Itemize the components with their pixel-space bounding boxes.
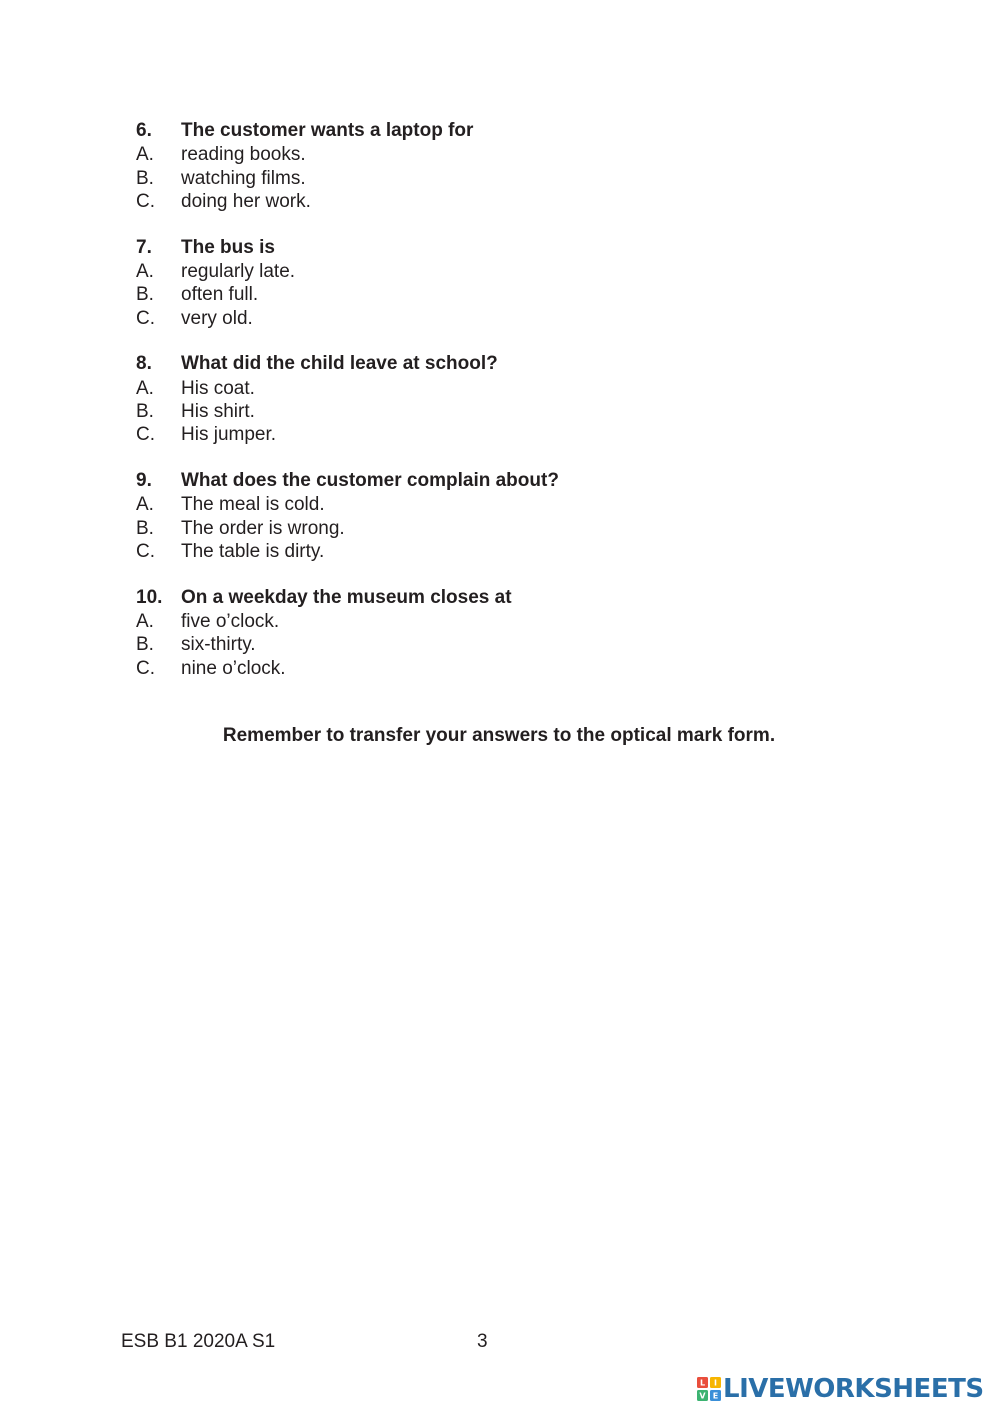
option-text: regularly late. bbox=[181, 260, 296, 282]
option-letter: A. bbox=[136, 377, 154, 399]
option-letter: C. bbox=[136, 190, 155, 212]
option-text: The order is wrong. bbox=[181, 517, 345, 539]
liveworksheets-logo-icon bbox=[697, 1377, 721, 1401]
option-text: nine o’clock. bbox=[181, 657, 286, 679]
option-text: often full. bbox=[181, 284, 259, 306]
option-text: reading books. bbox=[181, 144, 306, 166]
option-letter: B. bbox=[136, 400, 154, 422]
option-b[interactable] bbox=[136, 633, 896, 656]
option-c[interactable] bbox=[136, 307, 896, 330]
svg-text:V: V bbox=[699, 1391, 706, 1401]
question-number: 8. bbox=[136, 353, 152, 375]
option-letter: A. bbox=[136, 611, 154, 633]
option-b[interactable] bbox=[136, 283, 896, 306]
option-letter: C. bbox=[136, 540, 155, 562]
option-b[interactable] bbox=[136, 517, 896, 540]
option-a[interactable] bbox=[136, 260, 896, 283]
question-stem bbox=[136, 469, 896, 492]
question-text: What does the customer complain about? bbox=[181, 470, 559, 492]
option-a[interactable] bbox=[136, 143, 896, 166]
option-a[interactable] bbox=[136, 377, 896, 400]
question-6 bbox=[136, 119, 896, 213]
option-text: His jumper. bbox=[181, 424, 277, 446]
option-text: doing her work. bbox=[181, 190, 311, 212]
exam-code: ESB B1 2020A S1 bbox=[121, 1331, 276, 1352]
transfer-reminder bbox=[0, 724, 1000, 747]
question-number: 7. bbox=[136, 236, 152, 258]
option-c[interactable] bbox=[136, 423, 896, 446]
option-letter: B. bbox=[136, 634, 154, 656]
option-text: His shirt. bbox=[181, 400, 255, 422]
question-text: The customer wants a laptop for bbox=[181, 120, 474, 141]
option-text: His coat. bbox=[181, 377, 255, 399]
question-text: The bus is bbox=[181, 236, 275, 258]
svg-text:I: I bbox=[714, 1378, 717, 1388]
svg-text:L: L bbox=[699, 1378, 706, 1388]
option-a[interactable] bbox=[136, 610, 896, 633]
option-letter: B. bbox=[136, 167, 154, 189]
option-letter: C. bbox=[136, 424, 155, 446]
question-stem bbox=[136, 352, 896, 375]
question-list bbox=[136, 119, 896, 702]
question-8 bbox=[136, 352, 896, 446]
transfer-reminder-text: Remember to transfer your answers to the optical mark form. bbox=[222, 725, 776, 746]
option-b[interactable] bbox=[136, 400, 896, 423]
option-text: The meal is cold. bbox=[181, 494, 325, 516]
question-9 bbox=[136, 469, 896, 563]
option-letter: C. bbox=[136, 307, 155, 329]
option-text: five o’clock. bbox=[181, 611, 280, 633]
question-7 bbox=[136, 236, 896, 330]
page-number: 3 bbox=[477, 1331, 488, 1352]
question-number: 10. bbox=[136, 586, 163, 608]
option-text: very old. bbox=[181, 307, 253, 329]
option-letter: A. bbox=[136, 144, 154, 166]
option-letter: B. bbox=[136, 517, 154, 539]
option-c[interactable] bbox=[136, 540, 896, 563]
option-text: The table is dirty. bbox=[181, 540, 325, 562]
question-stem bbox=[136, 236, 896, 259]
option-text: six-thirty. bbox=[181, 634, 256, 656]
question-10 bbox=[136, 586, 896, 680]
liveworksheets-text: LIVEWORKSHEETS bbox=[723, 1374, 984, 1404]
question-stem bbox=[136, 119, 896, 142]
question-number: 9. bbox=[136, 470, 152, 492]
option-letter: C. bbox=[136, 657, 155, 679]
svg-text:E: E bbox=[712, 1391, 719, 1401]
question-text: On a weekday the museum closes at bbox=[181, 586, 512, 608]
option-a[interactable] bbox=[136, 493, 896, 516]
question-text: What did the child leave at school? bbox=[181, 353, 498, 375]
option-c[interactable] bbox=[136, 657, 896, 680]
question-number: 6. bbox=[136, 120, 152, 141]
option-b[interactable] bbox=[136, 167, 896, 190]
option-c[interactable] bbox=[136, 190, 896, 213]
option-letter: B. bbox=[136, 284, 154, 306]
liveworksheets-watermark[interactable] bbox=[697, 1374, 984, 1404]
option-text: watching films. bbox=[181, 167, 306, 189]
option-letter: A. bbox=[136, 260, 154, 282]
question-stem bbox=[136, 586, 896, 609]
option-letter: A. bbox=[136, 494, 154, 516]
